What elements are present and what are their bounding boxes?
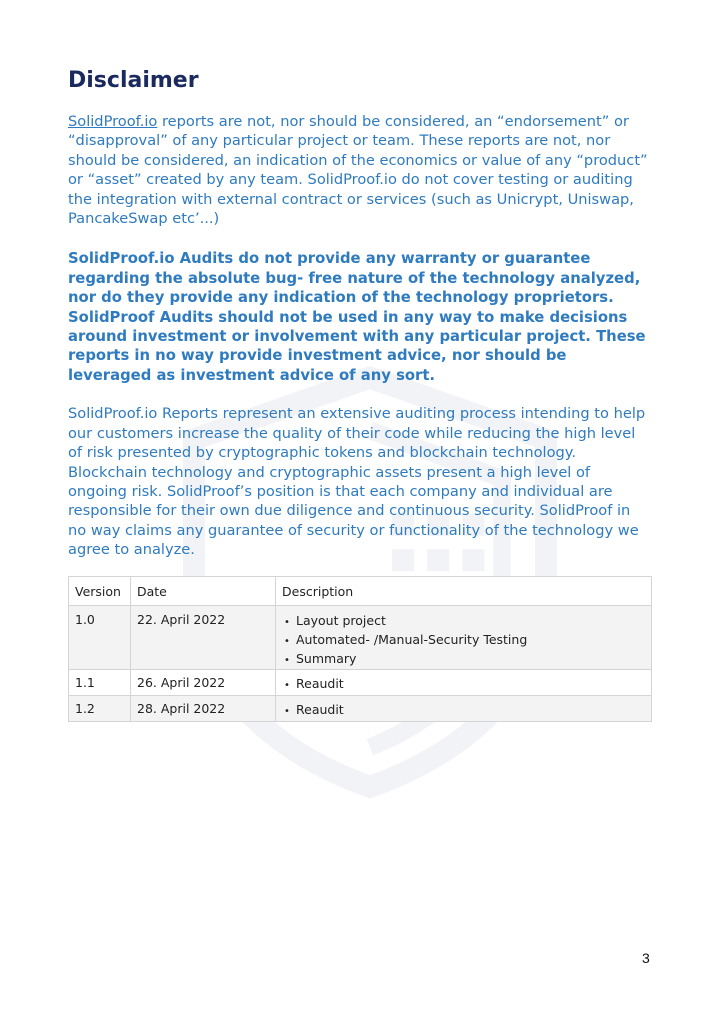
version-history-table	[68, 576, 652, 722]
description-item: • Reaudit	[282, 675, 645, 694]
disclaimer-section	[68, 68, 652, 560]
date-cell: 22. April 2022	[131, 606, 276, 670]
description-cell	[276, 696, 652, 722]
page-title: Disclaimer	[68, 68, 199, 93]
disclaimer-paragraph-3: SolidProof.io Reports represent an extensive auditing process intending to help our customers increase the quality of their code while reducing the high level of risk presented by cryptographic tokens and blockchain technology. Blockchain technology and cryptographic assets present a high level of ongoing risk. SolidProof’s position is that each company and individual are responsible for their own due diligence and continuous security. SolidProof in no way claims any guarantee of security or functionality of the technology we agree to analyze.	[68, 405, 646, 559]
description-item: • Automated- /Manual-Security Testing	[282, 631, 645, 650]
table-header-row	[69, 577, 652, 606]
table-row	[69, 606, 652, 670]
disclaimer-paragraph-bold: SolidProof.io Audits do not provide any warranty or guarantee regarding the absolute bug- free nature of the technology analyzed, nor do they provide any indication of the technology proprietors. SolidProof Audits should not be used in any way to make decisions around investment or involvement with any particular project. These reports in no way provide investment advice, nor should be leveraged as investment advice of any sort.	[68, 250, 646, 384]
version-cell: 1.2	[69, 696, 131, 722]
version-cell: 1.1	[69, 670, 131, 696]
date-cell: 28. April 2022	[131, 696, 276, 722]
header-date: Date	[131, 577, 276, 606]
date-cell: 26. April 2022	[131, 670, 276, 696]
description-cell	[276, 606, 652, 670]
table-row	[69, 670, 652, 696]
disclaimer-paragraph-1-text: reports are not, nor should be considered, an “endorsement” or “disapproval” of any particular project or team. These reports are not, nor should be considered, an indication of the economics or value of any “product” or “asset” created by any team. SolidProof.io do not cover testing or auditing the integration with external contract or services (such as Unicrypt, Uniswap, PancakeSwap etc’...)	[68, 113, 648, 228]
header-version: Version	[69, 577, 131, 606]
description-cell	[276, 670, 652, 696]
table-row	[69, 696, 652, 722]
version-cell: 1.0	[69, 606, 131, 670]
page-number: 3	[642, 950, 650, 966]
disclaimer-paragraph-1	[68, 112, 652, 228]
description-item: • Reaudit	[282, 701, 645, 720]
solidproof-link[interactable]: SolidProof.io	[68, 113, 158, 130]
header-description: Description	[276, 577, 652, 606]
description-item: • Summary	[282, 650, 645, 669]
description-item: • Layout project	[282, 612, 645, 631]
